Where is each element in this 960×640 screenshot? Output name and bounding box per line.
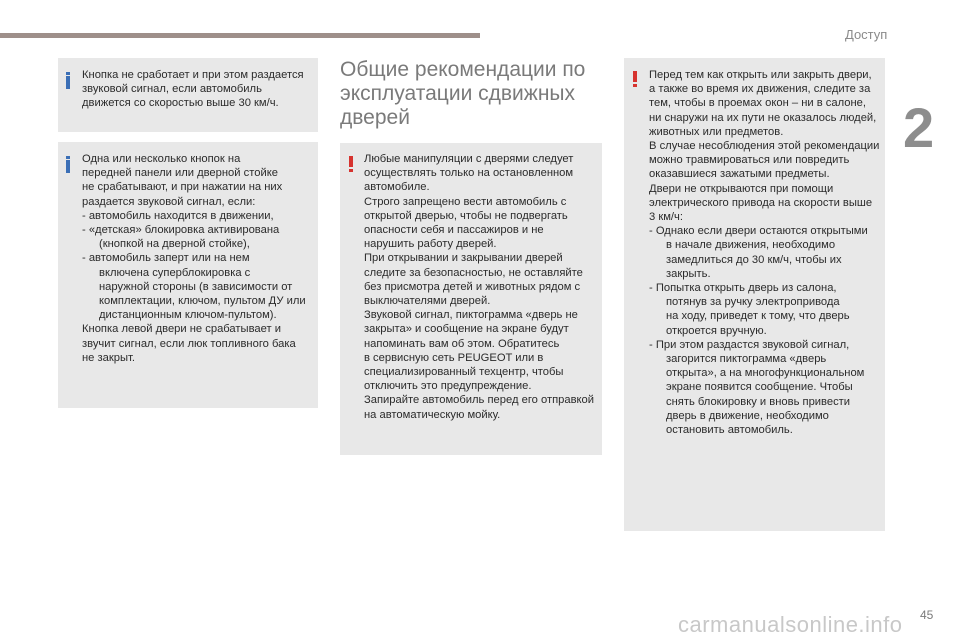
list-item: - Однако если двери остаются открытыми <box>649 225 868 238</box>
info-note-speed <box>58 58 318 132</box>
note-line: Кнопка левой двери не срабатывает и <box>82 323 281 336</box>
list-item: закрыть. <box>666 267 711 280</box>
warning-line: напоминать вам об этом. Обратитесь <box>364 337 560 350</box>
note-line: передней панели или дверной стойке <box>82 167 278 180</box>
list-item: дверь в движение, необходимо <box>666 409 829 422</box>
warning-line: Запирайте автомобиль перед его отправкой <box>364 394 595 407</box>
warning-line: автомобиле. <box>364 181 430 194</box>
list-item: экране появится сообщение. Чтобы <box>666 381 853 394</box>
list-item: (кнопкой на дверной стойке), <box>99 238 250 251</box>
info-icon <box>66 76 70 89</box>
list-item: включена суперблокировка с <box>99 266 251 279</box>
warning-line: выключателями дверей. <box>364 295 491 308</box>
note-line: не срабатывают, и при нажатии на них <box>82 181 283 194</box>
warning-line: а также во время их движения, следите за <box>649 83 871 96</box>
list-item: - автомобиль заперт или на нем <box>82 252 250 265</box>
info-icon <box>66 160 70 173</box>
note-line: звучит сигнал, если люк топливного бака <box>82 337 296 350</box>
warning-line: нарушить работу дверей. <box>364 238 497 251</box>
list-item: остановить автомобиль. <box>666 424 793 437</box>
list-item: откроется вручную. <box>666 324 767 337</box>
list-item: на ходу, приведет к тому, что дверь <box>666 310 850 323</box>
warning-note-safety <box>624 58 885 531</box>
warning-line: осуществлять только на остановленном <box>364 167 574 180</box>
warning-icon <box>633 71 637 82</box>
list-item: комплектации, ключом, пультом ДУ или <box>99 295 306 308</box>
warning-line: оказавшиеся зажатыми предметы. <box>649 168 830 181</box>
section-heading: Общие рекомендации по эксплуатации сдвижных дверей <box>340 58 586 129</box>
list-item: - «детская» блокировка активирована <box>82 224 280 237</box>
chapter-number: 2 <box>903 96 935 159</box>
warning-line: без присмотра детей и животных рядом с <box>364 280 581 293</box>
warning-line: ни снаружи на их пути не оказалось людей, <box>649 111 877 124</box>
warning-line: открытой дверью, чтобы не подвергать <box>364 209 568 222</box>
note-line: раздается звуковой сигнал, если: <box>82 195 256 208</box>
note-line: движется со скоростью выше 30 км/ч. <box>82 97 279 110</box>
warning-line: в сервисную сеть PEUGEOT или в <box>364 351 544 364</box>
warning-line: 3 км/ч: <box>649 211 683 224</box>
list-item: наружной стороны (в зависимости от <box>99 280 293 293</box>
note-line: Кнопка не сработает и при этом раздается <box>82 69 304 81</box>
warning-line: отключить это предупреждение. <box>364 380 532 393</box>
watermark: carmanualsonline.info <box>678 612 903 637</box>
warning-line: Любые манипуляции с дверями следует <box>364 153 574 165</box>
warning-line: Двери не открываются при помощи <box>649 182 834 195</box>
warning-line: При открывании и закрывании дверей <box>364 252 563 265</box>
note-line: Одна или несколько кнопок на <box>82 153 241 165</box>
list-item: - Попытка открыть дверь из салона, <box>649 282 837 295</box>
warning-line: Перед тем как открыть или закрыть двери, <box>649 69 872 81</box>
warning-line: на автоматическую мойку. <box>364 408 501 421</box>
list-item: потянув за ручку электропривода <box>666 296 840 309</box>
warning-line: В случае несоблюдения этой рекомендации <box>649 140 880 153</box>
list-item: замедлиться до 30 км/ч, чтобы их <box>666 253 842 266</box>
warning-line: закрыта» и сообщение на экране будут <box>364 323 569 336</box>
warning-icon <box>349 156 353 167</box>
warning-line: опасности себя и пассажиров и не <box>364 224 544 237</box>
list-item: - автомобиль находится в движении, <box>82 209 274 222</box>
warning-note-handling <box>340 143 602 455</box>
warning-line: тем, чтобы в проемах окон – ни в салоне, <box>649 97 866 110</box>
warning-line: Звуковой сигнал, пиктограмма «дверь не <box>364 309 578 322</box>
warning-line: следите за безопасностью, не оставляйте <box>364 266 583 279</box>
warning-line: можно травмироваться или повредить <box>649 154 850 167</box>
page-number: 45 <box>920 608 934 622</box>
warning-line: Строго запрещено вести автомобиль с <box>364 195 567 208</box>
info-note-buttons <box>58 142 318 408</box>
list-item: открыта», а на многофункциональном <box>666 367 865 380</box>
header-bar <box>0 33 480 38</box>
list-item: - При этом раздастся звуковой сигнал, <box>649 338 850 351</box>
list-item: снять блокировку и вновь привести <box>666 395 851 408</box>
note-line: звуковой сигнал, если автомобиль <box>82 83 262 96</box>
warning-line: специализированный техцентр, чтобы <box>364 366 564 379</box>
note-line: не закрыт. <box>82 351 136 364</box>
warning-line: животных или предметов. <box>649 125 784 138</box>
warning-line: электрического привода на скорости выше <box>649 196 873 209</box>
section-title: Доступ <box>845 27 888 42</box>
list-item: дистанционным ключом-пультом). <box>99 309 277 322</box>
list-item: загорится пиктограмма «дверь <box>666 353 827 366</box>
list-item: в начале движения, необходимо <box>666 239 836 252</box>
